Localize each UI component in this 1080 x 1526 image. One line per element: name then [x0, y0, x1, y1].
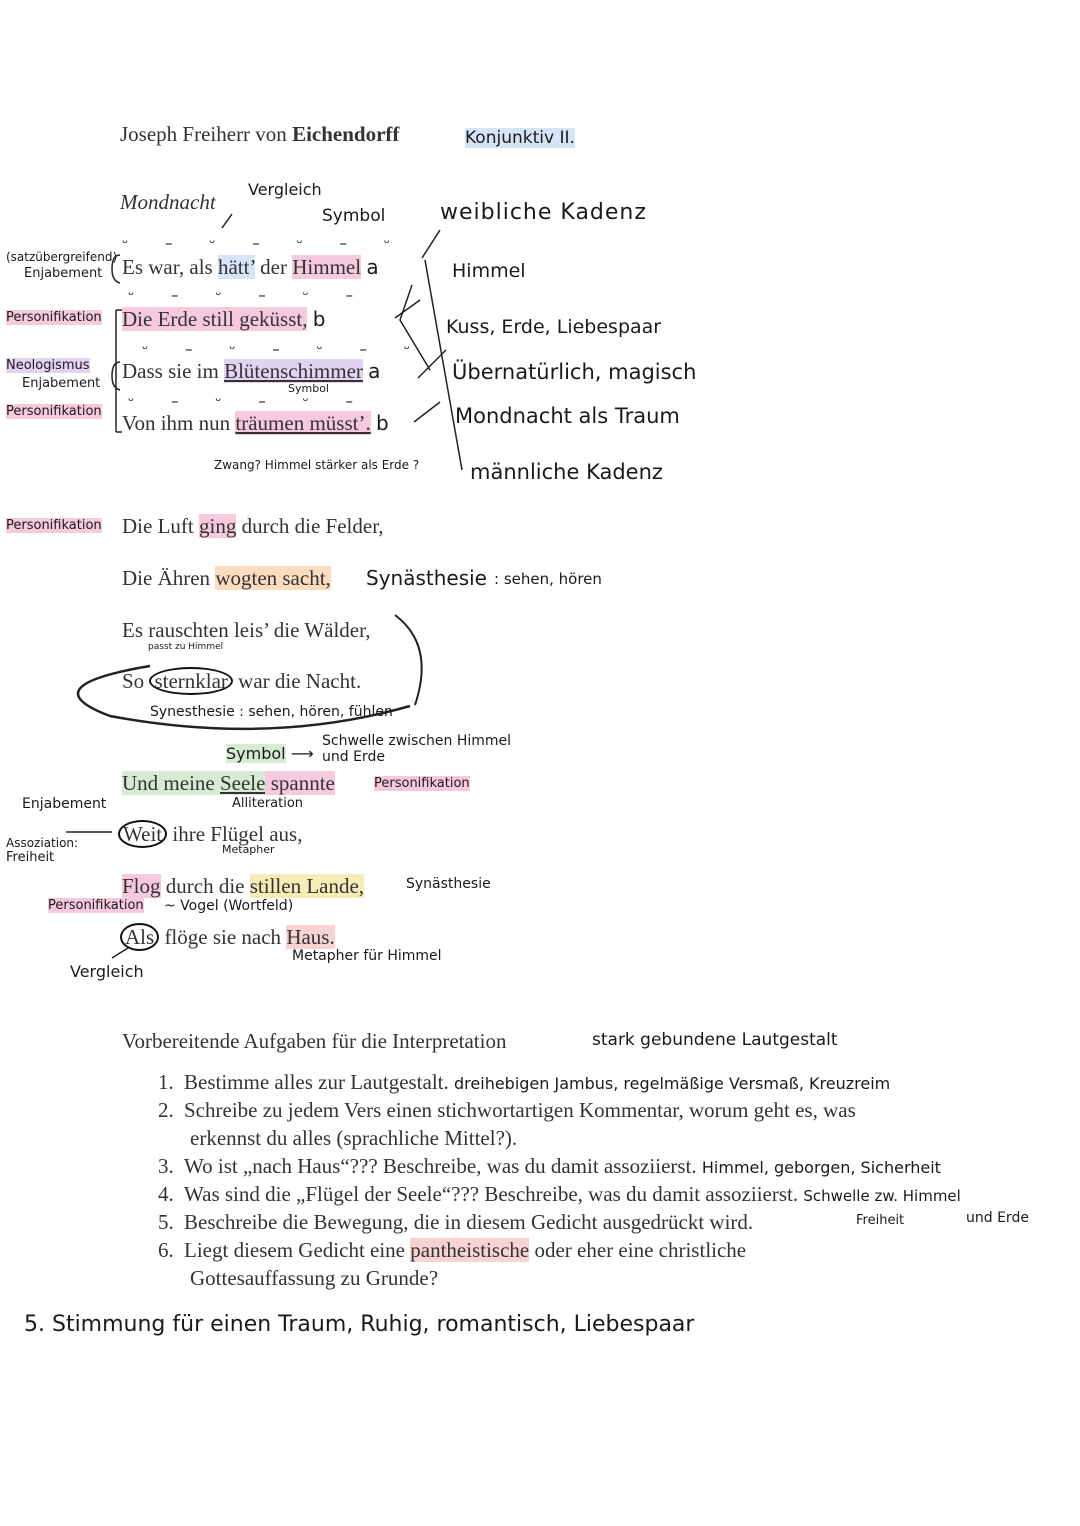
task-3: 3. Wo ist „nach Haus“??? Beschreibe, was du damit assoziierst. Himmel, geborgen, Sicherheit — [158, 1154, 941, 1178]
poem-line-9: Und meine Seele spannte — [122, 771, 335, 795]
author-name: Eichendorff — [292, 122, 400, 146]
weibliche-kadenz: weibliche Kadenz — [440, 200, 647, 225]
task-4: 4. Was sind die „Flügel der Seele“??? Beschreibe, was du damit assoziierst. Schwelle zw. Himmel — [158, 1182, 961, 1206]
maennliche-kadenz: männliche Kadenz — [470, 460, 663, 484]
enjambement-label-1: Enjabement — [24, 266, 103, 281]
poem-line-11: Flog durch die stillen Lande, — [122, 874, 365, 898]
poem-line-12: Als flöge sie nach Haus. — [120, 925, 335, 950]
zwang-note: Zwang? Himmel stärker als Erde ? — [214, 458, 420, 472]
kuss-note: Kuss, Erde, Liebespaar — [446, 316, 662, 338]
synaesthesie-label-2: Synesthesie : sehen, hören, fühlen — [150, 704, 393, 720]
personifikation-label-1: Personifikation — [6, 310, 102, 325]
metapher-label: Metapher — [222, 843, 275, 856]
poem-line-4: Von ihm nun träumen müsst’. b — [122, 411, 389, 435]
symbol-small-label: Symbol — [288, 382, 329, 395]
personifikation-label-4: Personifikation — [374, 776, 470, 791]
synaesthesie-note-1: : sehen, hören — [494, 570, 602, 588]
symbol-label: Symbol — [322, 206, 386, 226]
symbol-seele-label: Symbol ⟶ — [226, 744, 314, 763]
personifikation-label-2: Personifikation — [6, 404, 102, 419]
tasks-heading-note: stark gebundene Lautgestalt — [592, 1030, 838, 1050]
vergleich-label: Vergleich — [248, 180, 322, 199]
metre-marks-4: ᵕ – ᵕ – ᵕ – — [128, 392, 369, 410]
poem-line-10: Weit ihre Flügel aus, — [118, 822, 302, 847]
personifikation-label-3: Personifikation — [6, 518, 102, 533]
himmel-note: Himmel — [452, 260, 526, 282]
task-1: 1. Bestimme alles zur Lautgestalt. dreihebigen Jambus, regelmäßige Versmaß, Kreuzreim — [158, 1070, 891, 1094]
poem-line-8: So sternklar war die Nacht. — [122, 669, 362, 693]
mondnacht-traum-note: Mondnacht als Traum — [455, 404, 680, 428]
enjambement-label-3: Enjabement — [22, 796, 107, 812]
assoziation-label: Assoziation: — [6, 836, 79, 850]
sentence-label: (satzübergreifend) — [6, 250, 118, 264]
freiheit-label: Freiheit — [6, 850, 55, 865]
poem-title: Mondnacht — [120, 190, 216, 214]
poem-line-5: Die Luft ging durch die Felder, — [122, 514, 384, 538]
poem-line-6: Die Ähren wogten sacht, — [122, 566, 331, 590]
task-2: 2. Schreibe zu jedem Vers einen stichwortartigen Kommentar, worum geht es, was — [158, 1098, 856, 1122]
answer-5: 5. Stimmung für einen Traum, Ruhig, romantisch, Liebespaar — [24, 1312, 695, 1337]
task-5-note-2: und Erde — [966, 1210, 1029, 1226]
schwelle-note: Schwelle zwischen Himmel und Erde — [322, 733, 512, 765]
task-5: 5. Beschreibe die Bewegung, die in diesem Gedicht ausgedrückt wird. — [158, 1210, 754, 1234]
enjambement-label-2: Enjabement — [22, 376, 101, 391]
poem-line-7: Es rauschten leis’ die Wälder, — [122, 618, 371, 642]
vergleich-label-bottom: Vergleich — [70, 962, 144, 981]
tasks-heading: Vorbereitende Aufgaben für die Interpretation — [122, 1029, 507, 1053]
poem-line-3: Dass sie im Blütenschimmer a — [122, 359, 381, 383]
konjunktiv-note: Konjunktiv II. — [465, 128, 575, 148]
uebernatuerlich-note: Übernatürlich, magisch — [452, 360, 697, 384]
poem-line-2: Die Erde still geküsst, b — [122, 307, 326, 331]
poem-line-1: Es war, als hätt’ der Himmel a — [122, 255, 379, 279]
task-6: 6. Liegt diesem Gedicht eine pantheistische oder eher eine christliche — [158, 1238, 747, 1262]
metre-marks-3: ᵕ – ᵕ – ᵕ – ᵕ — [142, 340, 426, 358]
personifikation-label-5: Personifikation — [48, 898, 144, 913]
metapher-himmel-note: Metapher für Himmel — [292, 948, 442, 964]
neologismus-label: Neologismus — [6, 358, 90, 373]
task-6-cont: Gottesauffassung zu Grunde? — [190, 1266, 439, 1290]
vogel-note: ~ Vogel (Wortfeld) — [164, 898, 294, 914]
metre-marks-1: ᵕ – ᵕ – ᵕ – ᵕ — [122, 234, 406, 252]
metre-marks-2: ᵕ – ᵕ – ᵕ – — [128, 286, 369, 304]
task-2-cont: erkennst du alles (sprachliche Mittel?). — [190, 1126, 518, 1150]
passt-note: passt zu Himmel — [148, 642, 224, 652]
synaesthesie-label-3: Synästhesie — [406, 876, 491, 892]
alliteration-label: Alliteration — [232, 796, 304, 811]
synaesthesie-label-1: Synästhesie — [366, 566, 487, 590]
author-prefix: Joseph Freiherr von — [120, 122, 287, 146]
task-5-note: Freiheit — [856, 1213, 905, 1228]
